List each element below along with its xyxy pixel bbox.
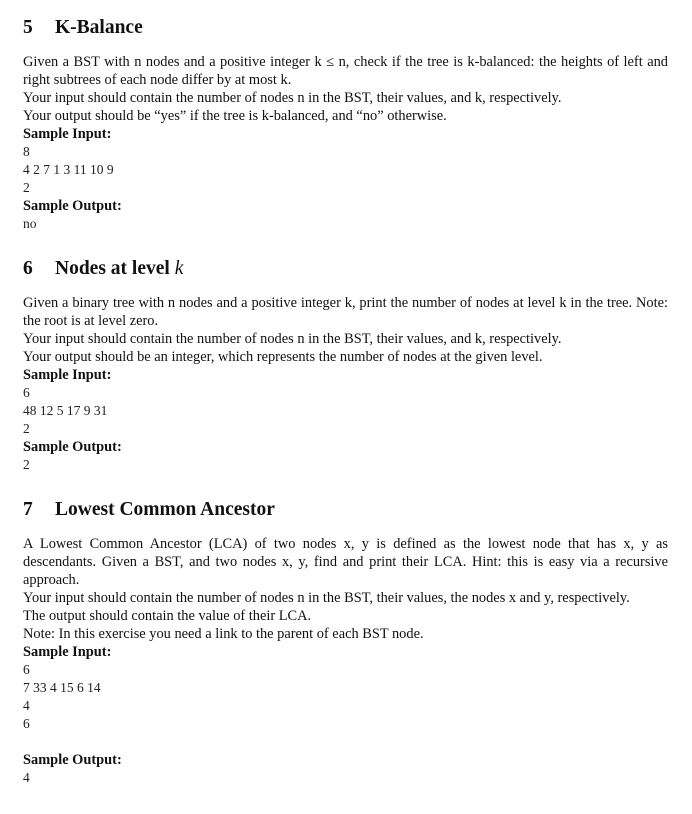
paragraph: Given a binary tree with n nodes and a positive integer k, print the number of nodes at level k in the tree. Note: the root is at level zero.	[23, 295, 668, 329]
paragraph: Your output should be “yes” if the tree is k-balanced, and “no” otherwise.	[23, 108, 447, 124]
paragraph: A Lowest Common Ancestor (LCA) of two nodes x, y is defined as the lowest node that has x, y as descendants. Given a BST, and two nodes x, y, find and print their LCA. Hint: this is easy via a recursive approach.	[23, 536, 668, 588]
section-heading	[23, 257, 668, 281]
sample-input-line: 2	[23, 421, 30, 436]
paragraph: Given a BST with n nodes and a positive integer k ≤ n, check if the tree is k-balanced: the heights of left and right subtrees of each node differ by at most k.	[23, 54, 668, 88]
section-k-balance	[23, 16, 668, 233]
sample-input-line: 6	[23, 385, 30, 400]
paragraph: Note: In this exercise you need a link to the parent of each BST node.	[23, 626, 424, 642]
sample-output-label: Sample Output:	[23, 752, 122, 768]
paragraph: Your output should be an integer, which represents the number of nodes at the given level.	[23, 349, 543, 365]
sample-input-label: Sample Input:	[23, 126, 112, 142]
paragraph: The output should contain the value of their LCA.	[23, 608, 312, 624]
sample-input-line: 4	[23, 698, 30, 713]
sample-input-label: Sample Input:	[23, 367, 112, 383]
section-title: Lowest Common Ancestor	[55, 499, 275, 520]
section-nodes-at-level	[23, 257, 668, 474]
sample-input-label: Sample Input:	[23, 644, 112, 660]
paragraph: Your input should contain the number of nodes n in the BST, their values, and k, respectively.	[23, 331, 562, 347]
sample-output-line: no	[23, 216, 37, 231]
sample-input-line: 6	[23, 716, 30, 731]
section-title: Nodes at level	[55, 258, 170, 279]
section-lowest-common-ancestor	[23, 498, 668, 787]
paragraph: Your input should contain the number of nodes n in the BST, their values, the nodes x and y, respectively.	[23, 590, 630, 606]
sample-input-line: 4 2 7 1 3 11 10 9	[23, 162, 114, 177]
sample-input-line: 48 12 5 17 9 31	[23, 403, 108, 418]
sample-input-line: 2	[23, 180, 30, 195]
section-number: 6	[23, 258, 33, 279]
sample-input-line: 7 33 4 15 6 14	[23, 680, 101, 695]
section-heading	[23, 16, 668, 40]
sample-input-line: 8	[23, 144, 30, 159]
sample-output-line: 2	[23, 457, 30, 472]
section-title-math: k	[174, 258, 184, 279]
paragraph: Your input should contain the number of nodes n in the BST, their values, and k, respectively.	[23, 90, 562, 106]
sample-output-label: Sample Output:	[23, 439, 122, 455]
section-title: K-Balance	[55, 17, 143, 38]
section-heading	[23, 498, 668, 522]
section-number: 5	[23, 17, 33, 38]
sample-input-line: 6	[23, 662, 30, 677]
sample-output-line: 4	[23, 770, 30, 785]
sample-output-label: Sample Output:	[23, 198, 122, 214]
section-number: 7	[23, 499, 33, 520]
